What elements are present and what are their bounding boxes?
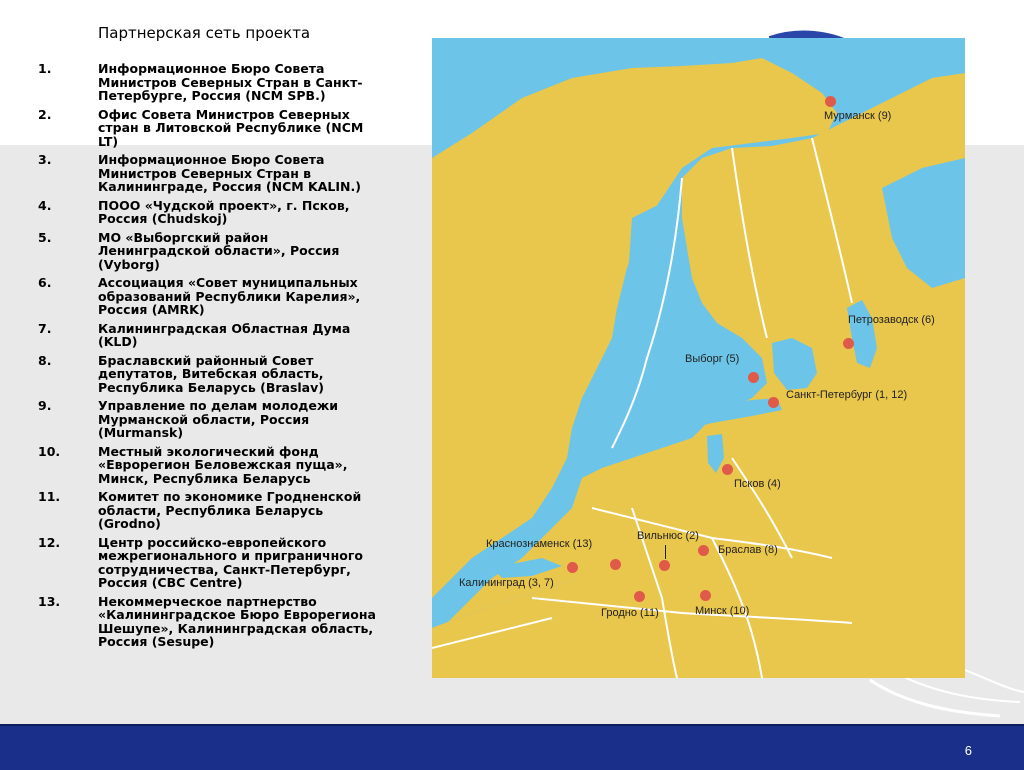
list-item [38,153,383,194]
city-dot-vyborg[interactable] [748,372,759,383]
list-item [38,199,383,226]
city-dot-krasnoznamensk[interactable] [610,559,621,570]
list-item [38,399,383,440]
city-dot-murmansk[interactable] [825,96,836,107]
list-item-number: 4. [38,197,52,213]
city-label-minsk: Минск (10) [695,605,750,617]
list-item-text: Офис Совета Министров Северных стран в Литовской Республике (NCM LT) [98,106,364,149]
footer-bar [0,724,1024,770]
vilnius-leader-line [665,545,666,559]
list-item-number: 5. [38,229,52,245]
list-item [38,490,383,531]
list-item [38,62,383,103]
city-label-krasnoznamensk: Краснознаменск (13) [486,538,593,550]
city-dot-braslav[interactable] [698,545,709,556]
list-item-text: Местный экологический фонд «Еврорегион Беловежская пуща», Минск, Республика Беларусь [98,443,348,486]
list-item-number: 3. [38,152,52,167]
city-label-pskov: Псков (4) [734,478,781,490]
list-item-number: 2. [38,106,52,122]
list-item-text: Ассоциация «Совет муниципальных образований Республики Карелия», Россия (AMRK) [98,275,361,317]
list-item-number: 7. [38,320,52,336]
list-item-text: Калининградская Областная Дума (KLD) [98,320,351,349]
list-item-text: Информационное Бюро Совета Министров Северных Стран в Калининграде, Россия (NCM KALIN.) [98,152,361,194]
list-item-text: Информационное Бюро Совета Министров Северных Стран в Санкт-Петербурге, Россия (NCM SPB.) [98,61,363,103]
city-dot-minsk[interactable] [700,590,711,601]
list-item-number: 9. [38,398,52,413]
list-item-text: ПООО «Чудской проект», г. Псков, Россия (Chudskoj) [98,197,350,226]
city-label-kaliningrad: Калининград (3, 7) [459,577,554,589]
list-item-number: 1. [38,61,52,76]
list-item [38,536,383,590]
list-item [38,595,383,649]
city-label-vilnius: Вильнюс (2) [637,530,699,542]
list-item [38,231,383,272]
list-item-number: 11. [38,489,61,504]
city-label-murmansk: Мурманск (9) [824,110,892,122]
city-label-spb: Санкт-Петербург (1, 12) [786,389,908,401]
list-item-text: Некоммерческое партнерство «Калининградское Бюро Еврорегиона Шешупе», Калининградская область, Россия (Sesupe) [98,593,376,649]
list-item-text: Комитет по экономике Гродненской области, Республика Беларусь (Grodno) [98,489,362,531]
list-item-number: 10. [38,443,61,459]
city-dot-vilnius[interactable] [659,560,670,571]
partner-list [38,62,383,654]
city-label-petrozavodsk: Петрозаводск (6) [848,314,935,326]
list-item [38,108,383,149]
list-item-text: Центр российско-европейского межрегионального и приграничного сотрудничества, Санкт-Петербург, Россия (CBC Centre) [98,534,363,590]
city-dot-kaliningrad[interactable] [567,562,578,573]
city-dot-petrozavodsk[interactable] [843,338,854,349]
list-item-number: 6. [38,275,52,290]
list-item-text: МО «Выборгский район Ленинградской области», Россия (Vyborg) [98,229,340,272]
list-item-number: 8. [38,352,52,368]
list-item [38,354,383,395]
page-number: 6 [964,743,972,758]
city-label-vyborg: Выборг (5) [685,353,740,365]
list-item-text: Браславский районный Совет депутатов, Витебская область, Республика Беларусь (Braslav) [98,352,324,395]
city-label-grodno: Гродно (11) [601,607,659,619]
list-item-number: 13. [38,593,61,609]
list-item [38,276,383,317]
partner-map [432,38,965,678]
city-dot-spb[interactable] [768,397,779,408]
list-item [38,445,383,486]
city-label-braslav: Браслав (8) [718,544,778,556]
city-dot-pskov[interactable] [722,464,733,475]
slide-title: Партнерская сеть проекта [98,24,311,42]
list-item-text: Управление по делам молодежи Мурманской области, Россия (Murmansk) [98,398,339,440]
city-dot-grodno[interactable] [634,591,645,602]
list-item-number: 12. [38,534,61,550]
list-item [38,322,383,349]
